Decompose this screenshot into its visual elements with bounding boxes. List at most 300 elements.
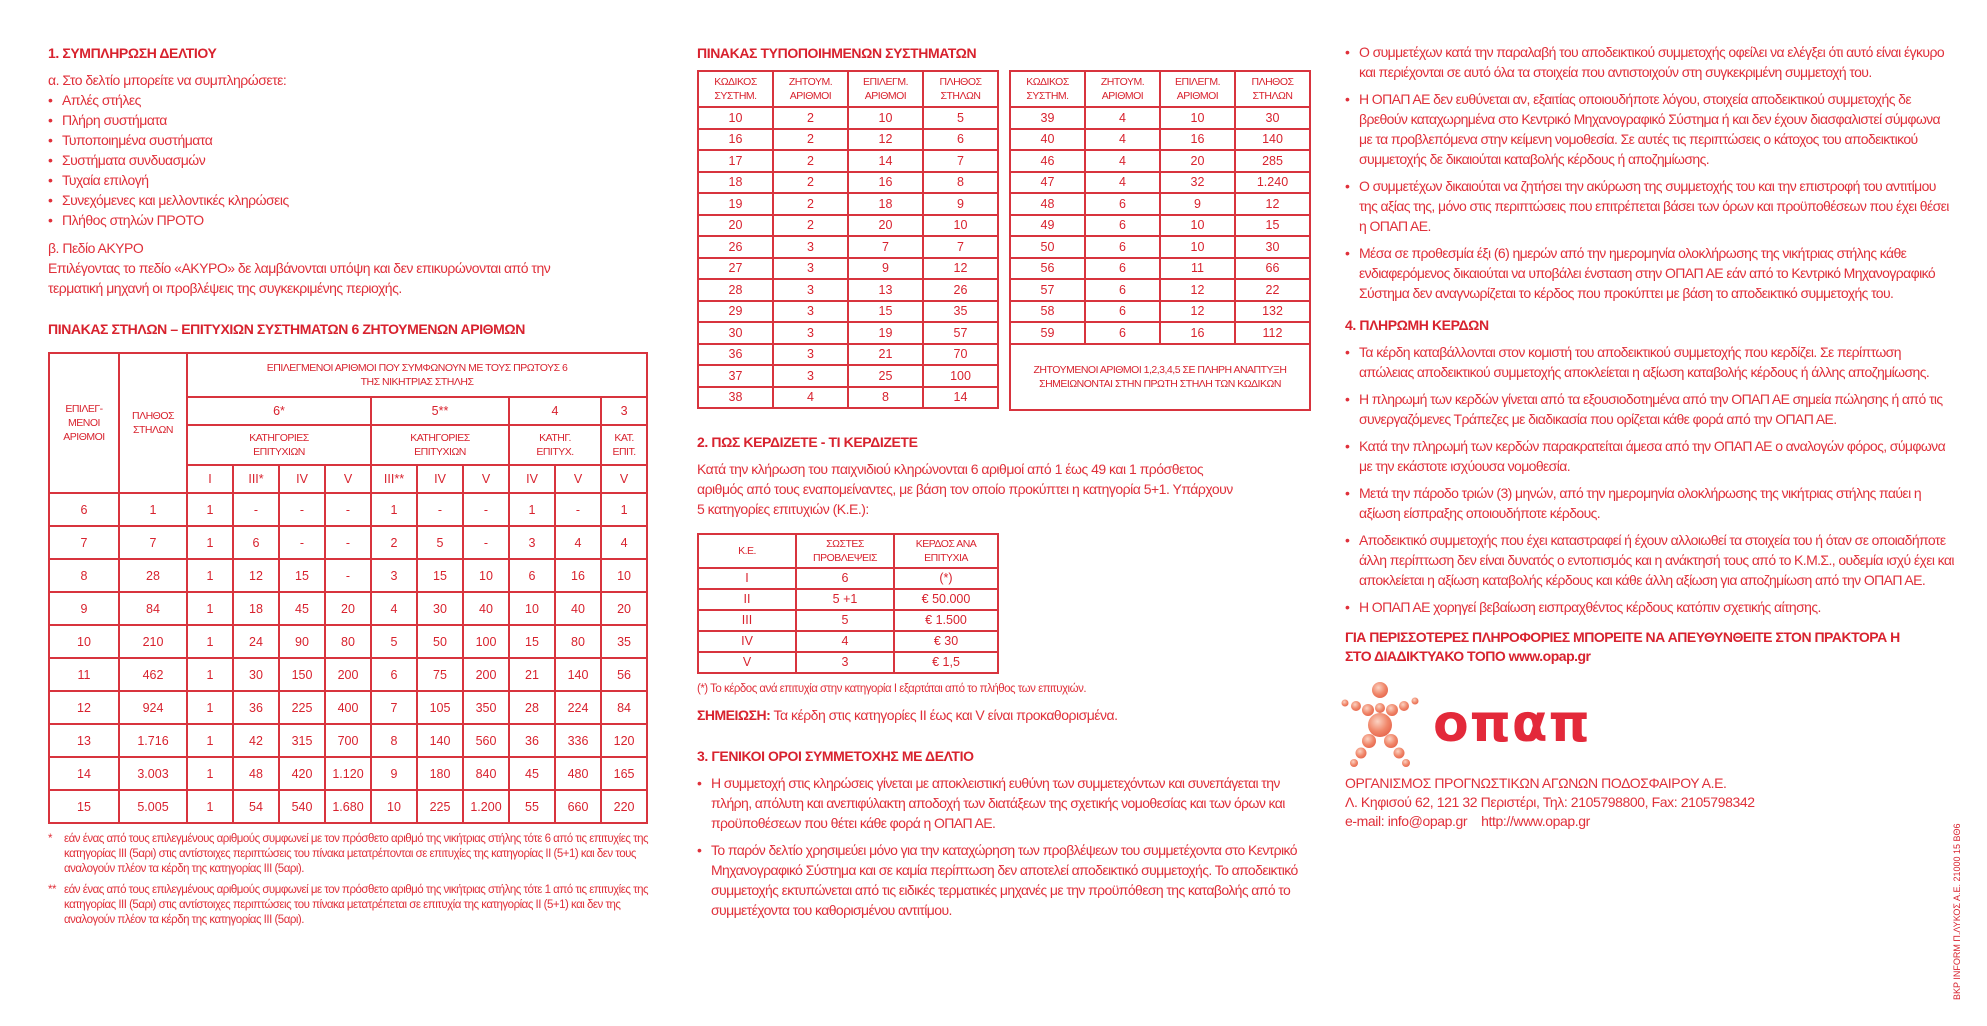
table-cell: 6 [1085, 215, 1160, 237]
table-cell: 6 [371, 658, 417, 691]
table-cell: 40 [463, 592, 509, 625]
table-cell: 6 [1085, 279, 1160, 301]
table-cell: 36 [509, 724, 555, 757]
table-cell: 80 [325, 625, 371, 658]
table-cell: 140 [555, 658, 601, 691]
note-label: ΣΗΜΕΙΩΣΗ: [697, 706, 771, 723]
table-cell: 8 [49, 559, 119, 592]
table-cell: 210 [119, 625, 187, 658]
sub-header-cell: III** [371, 465, 417, 493]
table-cell: 27 [698, 258, 773, 280]
table-row [1010, 129, 1310, 151]
sub-header-cell: V [601, 465, 647, 493]
sub-header-cell: V [325, 465, 371, 493]
table-row [49, 592, 647, 625]
table-cell: 840 [463, 757, 509, 790]
table-cell: 3 [773, 365, 848, 387]
table-cell: 1 [509, 493, 555, 526]
footnote-double-star [48, 883, 658, 928]
table-row [49, 526, 647, 559]
table-row [698, 258, 998, 280]
table-cell: 9 [371, 757, 417, 790]
table-cell: 58 [1010, 301, 1085, 323]
section-1b-text-line: Επιλέγοντας το πεδίο «ΑΚΥΡΟ» δε λαμβάνονται υπόψη και δεν επικυρώνονται από την [48, 260, 551, 276]
table-cell: 59 [1010, 322, 1085, 344]
column-2 [697, 44, 1317, 927]
list-item: • Ο συμμετέχων κατά την παραλαβή του αποδεικτικού συμμετοχής οφείλει να ελέγξει ότι αυτό είναι έγκυρο και περιέχονται σε αυτό όλα τα στοιχεία που αντιστοιχούν στη συγκεκριμένη συμμετοχή του. [1345, 42, 1955, 82]
table-cell: 4 [555, 526, 601, 559]
table-cell: 42 [233, 724, 279, 757]
table-cell: 15 [1235, 215, 1310, 237]
systems-wins-table [48, 352, 648, 824]
table-cell: 15 [848, 301, 923, 323]
table-cell: 48 [233, 757, 279, 790]
standard-systems-tables [697, 70, 1317, 411]
table-row [1010, 193, 1310, 215]
header-prize-per-win: ΚΕΡΔΟΣ ΑΝΑ ΕΠΙΤΥΧΙΑ [894, 534, 998, 568]
group-header: 4 [509, 397, 601, 425]
table-cell: 12 [233, 559, 279, 592]
table-cell: 336 [555, 724, 601, 757]
standard-systems-table-left [697, 70, 999, 409]
table-cell: 4 [773, 387, 848, 409]
group-header: 6* [187, 397, 371, 425]
table-row [49, 757, 647, 790]
list-item: • Η πληρωμή των κερδών γίνεται από τα εξουσιοδοτημένα από την ΟΠΑΠ ΑΕ σημεία πώλησης ή από τις συνεργαζόμενες Τράπεζες με διαδικασία που ορίζεται κάθε φορά από την ΟΠΑΠ ΑΕ. [1345, 389, 1955, 429]
table-cell: 15 [509, 625, 555, 658]
table-cell: 150 [279, 658, 325, 691]
list-item: • Η συμμετοχή στις κληρώσεις γίνεται με αποκλειστική ευθύνη των συμμετεχόντων και συνεπάγεται την πλήρη, απόλυτη και ανεπιφύλακτη αποδοχή των διατάξεων της σχετικής νομοθεσίας και των όρων και προϋποθέσεων που θέτει κάθε φορά η ΟΠΑΠ ΑΕ. [697, 773, 1317, 833]
table-cell: 47 [1010, 172, 1085, 194]
table-cell: 1 [187, 757, 233, 790]
footnote-text: εάν ένας από τους επιλεγμένους αριθμούς συμφωνεί με τον πρόσθετο αριθμό της νικήτριας στήλης τότε 1 από τις επιτυχίες της κατηγορίας III (5αρι) στις αντίστοιχες περιπτώσεις του πίνακα μετατρέπεται σε επιτυχία της κατηγορίας II (5+1) και δεν της αναλογούν πλέον τα κέρδη της κατηγορίας III (5αρι). [64, 884, 649, 926]
table-cell: V [698, 652, 796, 673]
table-cell: 1 [187, 691, 233, 724]
table-cell: 3 [773, 258, 848, 280]
table-cell: - [325, 526, 371, 559]
table-cell: - [463, 526, 509, 559]
table-row [49, 559, 647, 592]
opap-logo [1345, 676, 1605, 768]
table-cell: 4 [371, 592, 417, 625]
table-row [49, 790, 647, 823]
table-header-row [698, 71, 998, 107]
table-cell: 14 [49, 757, 119, 790]
section-3-list-continued [1345, 42, 1955, 303]
table-cell: 12 [1235, 193, 1310, 215]
list-item: • Πλήθος στηλών ΠΡΟΤΟ [48, 210, 658, 230]
table-cell: 560 [463, 724, 509, 757]
list-item: • Η ΟΠΑΠ ΑΕ χορηγεί βεβαίωση εισπραχθέντος κέρδους κατόπιν σχετικής αίτησης. [1345, 597, 1955, 617]
table-cell: 10 [1160, 215, 1235, 237]
table-cell: 80 [555, 625, 601, 658]
table-row [698, 568, 998, 589]
table-row [1010, 150, 1310, 172]
table-cell: 462 [119, 658, 187, 691]
section-2-title: 2. ΠΩΣ ΚΕΡΔΙΖΕΤΕ - ΤΙ ΚΕΡΔΙΖΕΤΕ [697, 433, 918, 450]
table-cell: 36 [233, 691, 279, 724]
table-cell: 57 [923, 322, 998, 344]
table-cell: 32 [1160, 172, 1235, 194]
table-cell: 6 [1085, 258, 1160, 280]
table-cell: 19 [848, 322, 923, 344]
table-cell: 20 [1160, 150, 1235, 172]
table-cell: 5.005 [119, 790, 187, 823]
table-cell: 924 [119, 691, 187, 724]
table-cell: 285 [1235, 150, 1310, 172]
table-cell: 26 [923, 279, 998, 301]
table-cell: 5 +1 [796, 589, 894, 610]
table-cell: 5 [417, 526, 463, 559]
table-cell: 12 [923, 258, 998, 280]
table-cell: 10 [848, 107, 923, 129]
table-cell: 400 [325, 691, 371, 724]
table-cell: 28 [119, 559, 187, 592]
table-cell: 18 [233, 592, 279, 625]
table-cell: - [555, 493, 601, 526]
table-cell: 7 [923, 236, 998, 258]
list-item: • Συστήματα συνδυασμών [48, 150, 658, 170]
table-cell: 10 [1160, 107, 1235, 129]
table-row [698, 129, 998, 151]
table-cell: 2 [773, 193, 848, 215]
table-cell: 1 [371, 493, 417, 526]
website-link[interactable]: http://www.opap.gr [1481, 813, 1590, 829]
section-2-text-line: αριθμός από τους εναπομείναντες, με βάση τον οποίο προκύπτει η κατηγορία 5+1. Υπάρχουν [697, 480, 1233, 497]
column-1 [48, 44, 658, 928]
table-cell: 16 [848, 172, 923, 194]
opap-star-figure-icon [1335, 676, 1425, 768]
header-correct-predictions: ΣΩΣΤΕΣ ΠΡΟΒΛΕΨΕΙΣ [796, 534, 894, 568]
table-cell: 224 [555, 691, 601, 724]
table-row [698, 387, 998, 409]
sub-header-cell: III* [233, 465, 279, 493]
table-cell: - [325, 559, 371, 592]
category-header: ΚΑΤΗΓΟΡΙΕΣ ΕΠΙΤΥΧΙΩΝ [371, 425, 509, 465]
table-cell: 17 [698, 150, 773, 172]
table-cell: 3 [509, 526, 555, 559]
table-cell: 84 [601, 691, 647, 724]
footnote-mark: ** [48, 884, 56, 896]
prize-footnote: (*) Το κέρδος ανά επιτυχία στην κατηγορία I εξαρτάται από το πλήθος των επιτυχιών. [697, 682, 1087, 695]
sub-header-cell: I [187, 465, 233, 493]
table-cell: 45 [509, 757, 555, 790]
footnote-mark: * [48, 833, 52, 845]
email-link[interactable]: e-mail: info@opap.gr [1345, 813, 1468, 829]
table-cell: 1.680 [325, 790, 371, 823]
company-info [1345, 774, 1955, 831]
sub-header-cell: IV [509, 465, 555, 493]
table-cell: 100 [923, 365, 998, 387]
table-cell: 50 [1010, 236, 1085, 258]
table-cell: 22 [1235, 279, 1310, 301]
table-cell: 55 [509, 790, 555, 823]
list-item: • Η ΟΠΑΠ ΑΕ δεν ευθύνεται αν, εξαιτίας οποιουδήποτε λόγου, στοιχεία αποδεικτικού συμμετοχής δε βρεθούν καταχωρημένα στο Κεντρικό Μηχανογραφικό Σύστημα ή και δεν έχουν διασφαλιστεί σύμφωνα με τα προβλεπόμενα στην κείμενη νομοθεσία. Σε αυτές τις περιπτώσεις ο κάτοχος του αποδεικτικού συμμετοχής δε δικαιούται καταβολής κέρδους ή αποζημίωσης. [1345, 89, 1955, 169]
list-item: • Συνεχόμενες και μελλοντικές κληρώσεις [48, 190, 658, 210]
category-header: ΚΑΤΗΓΟΡΙΕΣ ΕΠΙΤΥΧΙΩΝ [187, 425, 371, 465]
address: Λ. Κηφισού 62, 121 32 Περιστέρι, Τηλ: 2105798800, Fax: 2105798342 [1345, 794, 1755, 810]
table-row [1010, 301, 1310, 323]
table-cell: 6 [1085, 236, 1160, 258]
table-row [698, 172, 998, 194]
table-cell: IV [698, 631, 796, 652]
table-cell: 1 [187, 592, 233, 625]
table-cell: 12 [49, 691, 119, 724]
table-cell: 5 [796, 610, 894, 631]
table-cell: € 50.000 [894, 589, 998, 610]
table-cell: 1 [119, 493, 187, 526]
table-row [1010, 279, 1310, 301]
ticket-options-list [48, 90, 658, 230]
table-cell: II [698, 589, 796, 610]
table-cell: 4 [1085, 172, 1160, 194]
table-cell: 12 [1160, 301, 1235, 323]
table-cell: 40 [1010, 129, 1085, 151]
table-row [1010, 107, 1310, 129]
table-cell: 10 [463, 559, 509, 592]
table-cell: 12 [848, 129, 923, 151]
table-cell: 1.240 [1235, 172, 1310, 194]
table-cell: 10 [923, 215, 998, 237]
table-cell: 75 [417, 658, 463, 691]
table-cell: - [325, 493, 371, 526]
section-3-list [697, 773, 1317, 920]
table-cell: 350 [463, 691, 509, 724]
list-item: • Τυχαία επιλογή [48, 170, 658, 190]
table-cell: 8 [923, 172, 998, 194]
table-cell: 315 [279, 724, 325, 757]
table-cell: 6 [1085, 193, 1160, 215]
table-cell: 6 [796, 568, 894, 589]
table-row [698, 652, 998, 673]
table-cell: 3 [773, 301, 848, 323]
table-row [49, 724, 647, 757]
table-row [49, 691, 647, 724]
list-item: • Το παρόν δελτίο χρησιμεύει μόνο για την καταχώρηση των προβλέψεων του συμμετέχοντα στο Κεντρικό Μηχανογραφικό Σύστημα και σε καμία περίπτωση δεν αποτελεί αποδεικτικό συμμετοχής. Το αποδεικτικό συμμετοχής εκτυπώνεται από τις ειδικές τερματικές μηχανές με την προϋπόθεση της καταβολής από το συμμετέχοντα του καθορισμένου αντιτίμου. [697, 840, 1317, 920]
table-row [1010, 258, 1310, 280]
table-cell: 3.003 [119, 757, 187, 790]
table-cell: 7 [49, 526, 119, 559]
list-item: • Μέσα σε προθεσμία έξι (6) ημερών από την ημερομηνία ολοκλήρωσης της νικήτριας στήλης κάθε ενδιαφερόμενος δικαιούται να υποβάλει ένσταση στην ΟΠΑΠ ΑΕ εάν από το Κεντρικό Μηχανογραφικό Σύστημα δεν αναγνωρίζεται το κέρδος που προκύπτει με βάση το αποδεικτικό συμμετοχής του. [1345, 243, 1955, 303]
table-cell: 11 [1160, 258, 1235, 280]
table-cell: 20 [698, 215, 773, 237]
table-cell: 66 [1235, 258, 1310, 280]
section-3-title: 3. ΓΕΝΙΚΟΙ ΟΡΟΙ ΣΥΜΜΕΤΟΧΗΣ ΜΕ ΔΕΛΤΙΟ [697, 747, 974, 764]
table-header-row [1010, 71, 1310, 107]
table-row [698, 279, 998, 301]
table-cell: 54 [233, 790, 279, 823]
table-cell: 9 [848, 258, 923, 280]
table-cell: III [698, 610, 796, 631]
table-cell: 9 [923, 193, 998, 215]
column-header: ΖΗΤΟΥΜ. ΑΡΙΘΜΟΙ [1085, 71, 1160, 107]
table-cell: 6 [1085, 301, 1160, 323]
section-1b-text-line: τερματική μηχανή οι προβλέψεις της συγκεκριμένης περιοχής. [48, 280, 402, 296]
table-cell: € 1,5 [894, 652, 998, 673]
section-4-title: 4. ΠΛΗΡΩΜΗ ΚΕΡΔΩΝ [1345, 317, 1489, 333]
table-cell: 24 [233, 625, 279, 658]
table-cell: 16 [698, 129, 773, 151]
table-cell: 200 [463, 658, 509, 691]
table-cell: 46 [1010, 150, 1085, 172]
header-number-of-columns: ΠΛΗΘΟΣ ΣΤΗΛΩΝ [119, 353, 187, 493]
table-row [698, 150, 998, 172]
opap-wordmark: οπαπ [1433, 694, 1591, 754]
table-cell: 20 [601, 592, 647, 625]
table-cell: 21 [848, 344, 923, 366]
category-header: ΚΑΤΗΓ. ΕΠΙΤΥΧ. [509, 425, 601, 465]
table-cell: 7 [371, 691, 417, 724]
section-1a-intro: α. Στο δελτίο μπορείτε να συμπληρώσετε: [48, 72, 287, 88]
table-cell: 16 [555, 559, 601, 592]
table-cell: 220 [601, 790, 647, 823]
table-cell: 35 [601, 625, 647, 658]
section-2-text-line: Κατά την κλήρωση του παιχνιδιού κληρώνονται 6 αριθμοί από 1 έως 49 και 1 πρόσθετος [697, 460, 1204, 477]
table-cell: 18 [698, 172, 773, 194]
table-cell: 4 [601, 526, 647, 559]
note-text: Τα κέρδη στις κατηγορίες II έως και V είναι προκαθορισμένα. [770, 706, 1118, 723]
table-cell: 25 [848, 365, 923, 387]
table-cell: 660 [555, 790, 601, 823]
table-row [1010, 322, 1310, 344]
table-cell: 26 [698, 236, 773, 258]
table-cell: 140 [417, 724, 463, 757]
contact-line [1345, 812, 1955, 831]
table-row [49, 658, 647, 691]
table-cell: 3 [773, 236, 848, 258]
list-item: • Τα κέρδη καταβάλλονται στον κομιστή του αποδεικτικού συμμετοχής που κερδίζει. Σε περίπτωση απώλειας αποδεικτικού συμμετοχής αποκλείεται η αξίωση καταβολής κέρδους ή άλλης αποζημίωσης. [1345, 342, 1955, 382]
printer-code: ΒΚΡ INFORM Π.ΛΥΚΟΣ Α.Ε. 21000 15 ΒΘ6 [1952, 823, 1962, 1000]
table-cell: 1 [187, 625, 233, 658]
systems-table-title: ΠΙΝΑΚΑΣ ΣΤΗΛΩΝ – ΕΠΙΤΥΧΙΩΝ ΣΥΣΤΗΜΑΤΩΝ 6 ΖΗΤΟΥΜΕΝΩΝ ΑΡΙΘΜΩΝ [48, 321, 525, 337]
table-cell: 13 [49, 724, 119, 757]
table-cell: 1 [601, 493, 647, 526]
list-item: • Αποδεικτικό συμμετοχής που έχει καταστραφεί ή έχουν αλλοιωθεί τα στοιχεία του ή όταν σε οποιαδήποτε άλλη περίπτωση δεν είναι δυνατός ο εντοπισμός και η ανάκτησή τους από το Κ.Μ.Σ., ουδεμία ισχύ έχει και αποκλείεται η αξίωση καταβολής κέρδους και κάθε άλλη αξίωση για αποζημίωση από την ΟΠΑΠ ΑΕ. [1345, 530, 1955, 590]
table-cell: 5 [923, 107, 998, 129]
table-cell: 57 [1010, 279, 1085, 301]
table-cell: 20 [848, 215, 923, 237]
table-cell: 56 [601, 658, 647, 691]
table-cell: 105 [417, 691, 463, 724]
table-cell: 9 [49, 592, 119, 625]
more-info-notice: ΓΙΑ ΠΕΡΙΣΣΟΤΕΡΕΣ ΠΛΗΡΟΦΟΡΙΕΣ ΜΠΟΡΕΙΤΕ ΝΑ ΑΠΕΥΘΥΝΘΕΙΤΕ ΣΤΟΝ ΠΡΑΚΤΟΡΑ Η ΣΤΟ ΔΙΑΔΙΚΤΥΑΚΟ ΤΟΠΟ www.opap.gr [1345, 629, 1900, 664]
table-cell: 5 [371, 625, 417, 658]
column-header: ΕΠΙΛΕΓΜ. ΑΡΙΘΜΟΙ [848, 71, 923, 107]
table-cell: 1 [187, 493, 233, 526]
column-header: ΚΩΔΙΚΟΣ ΣΥΣΤΗΜ. [698, 71, 773, 107]
table-cell: 56 [1010, 258, 1085, 280]
table-cell: 3 [773, 344, 848, 366]
standard-systems-note: ΖΗΤΟΥΜΕΝΟΙ ΑΡΙΘΜΟΙ 1,2,3,4,5 ΣΕ ΠΛΗΡΗ ΑΝΑΠΤΥΞΗ ΣΗΜΕΙΩΝΟΝΤΑΙ ΣΤΗΝ ΠΡΩΤΗ ΣΤΗΛΗ ΤΩΝ ΚΩΔΙΚΩΝ [1010, 344, 1310, 410]
group-header: 3 [601, 397, 647, 425]
category-header: ΚΑΤ. ΕΠΙΤ. [601, 425, 647, 465]
table-cell: 28 [509, 691, 555, 724]
table-cell: 4 [1085, 129, 1160, 151]
prize-categories-table [697, 533, 999, 674]
table-cell: 700 [325, 724, 371, 757]
table-row [1010, 236, 1310, 258]
table-row [698, 215, 998, 237]
table-cell: - [463, 493, 509, 526]
table-cell: 18 [848, 193, 923, 215]
table-cell: 225 [279, 691, 325, 724]
table-cell: 38 [698, 387, 773, 409]
table-cell: 420 [279, 757, 325, 790]
section-2-note [697, 705, 1317, 725]
sub-header-cell: IV [279, 465, 325, 493]
table-row [698, 344, 998, 366]
column-header: ΠΛΗΘΟΣ ΣΤΗΛΩΝ [1235, 71, 1310, 107]
table-row [698, 631, 998, 652]
org-name: ΟΡΓΑΝΙΣΜΟΣ ΠΡΟΓΝΩΣΤΙΚΩΝ ΑΓΩΝΩΝ ΠΟΔΟΣΦΑΙΡΟΥ Α.Ε. [1345, 775, 1727, 791]
table-cell: - [417, 493, 463, 526]
table-cell: 15 [279, 559, 325, 592]
table-cell: 200 [325, 658, 371, 691]
column-header: ΚΩΔΙΚΟΣ ΣΥΣΤΗΜ. [1010, 71, 1085, 107]
table-row [698, 301, 998, 323]
table-cell: 2 [371, 526, 417, 559]
table-cell: 9 [1160, 193, 1235, 215]
table-cell: 120 [601, 724, 647, 757]
sub-header-cell: IV [417, 465, 463, 493]
table-cell: 15 [417, 559, 463, 592]
standard-systems-table-right [1009, 70, 1311, 411]
table-cell: (*) [894, 568, 998, 589]
table-cell: 100 [463, 625, 509, 658]
footnote-single-star [48, 832, 658, 877]
table-cell: 15 [49, 790, 119, 823]
table-cell: 7 [119, 526, 187, 559]
table-cell: 1 [187, 790, 233, 823]
table-cell: € 1.500 [894, 610, 998, 631]
table-cell: 50 [417, 625, 463, 658]
table-cell: 225 [417, 790, 463, 823]
table-cell: 4 [1085, 107, 1160, 129]
table-cell: 11 [49, 658, 119, 691]
table-cell: 1.200 [463, 790, 509, 823]
table-cell: 3 [773, 279, 848, 301]
list-item: • Κατά την πληρωμή των κερδών παρακρατείται άμεσα από την ΟΠΑΠ ΑΕ ο αναλογών φόρος, σύμφωνα με την εκάστοτε ισχύουσα νομοθεσία. [1345, 436, 1955, 476]
table-cell: 10 [1160, 236, 1235, 258]
table-cell: 4 [796, 631, 894, 652]
sub-header-cell: V [555, 465, 601, 493]
section-1b-title: β. Πεδίο ΑΚΥΡΟ [48, 240, 144, 256]
table-cell: 37 [698, 365, 773, 387]
column-header: ΕΠΙΛΕΓΜ. ΑΡΙΘΜΟΙ [1160, 71, 1235, 107]
table-cell: - [233, 493, 279, 526]
table-cell: - [279, 526, 325, 559]
table-cell: 30 [233, 658, 279, 691]
table-cell: 7 [848, 236, 923, 258]
table-cell: 30 [417, 592, 463, 625]
table-cell: 16 [1160, 129, 1235, 151]
table-cell: 1 [187, 724, 233, 757]
table-cell: 19 [698, 193, 773, 215]
table-cell: 6 [49, 493, 119, 526]
list-item: • Απλές στήλες [48, 90, 658, 110]
table-cell: 3 [371, 559, 417, 592]
standard-systems-title: ΠΙΝΑΚΑΣ ΤΥΠΟΠΟΙΗΜΕΝΩΝ ΣΥΣΤΗΜΑΤΩΝ [697, 45, 977, 61]
list-item: • Μετά την πάροδο τριών (3) μηνών, από την ημερομηνία ολοκλήρωσης της νικήτριας στήλης παύει η αξίωση είσπραξης οποιουδήποτε κέρδους. [1345, 483, 1955, 523]
table-cell: 480 [555, 757, 601, 790]
list-item: • Πλήρη συστήματα [48, 110, 658, 130]
table-row [698, 322, 998, 344]
table-cell: 7 [923, 150, 998, 172]
table-row [698, 610, 998, 631]
column-header: ΖΗΤΟΥΜ. ΑΡΙΘΜΟΙ [773, 71, 848, 107]
table-cell: 13 [848, 279, 923, 301]
table-cell: 30 [698, 322, 773, 344]
